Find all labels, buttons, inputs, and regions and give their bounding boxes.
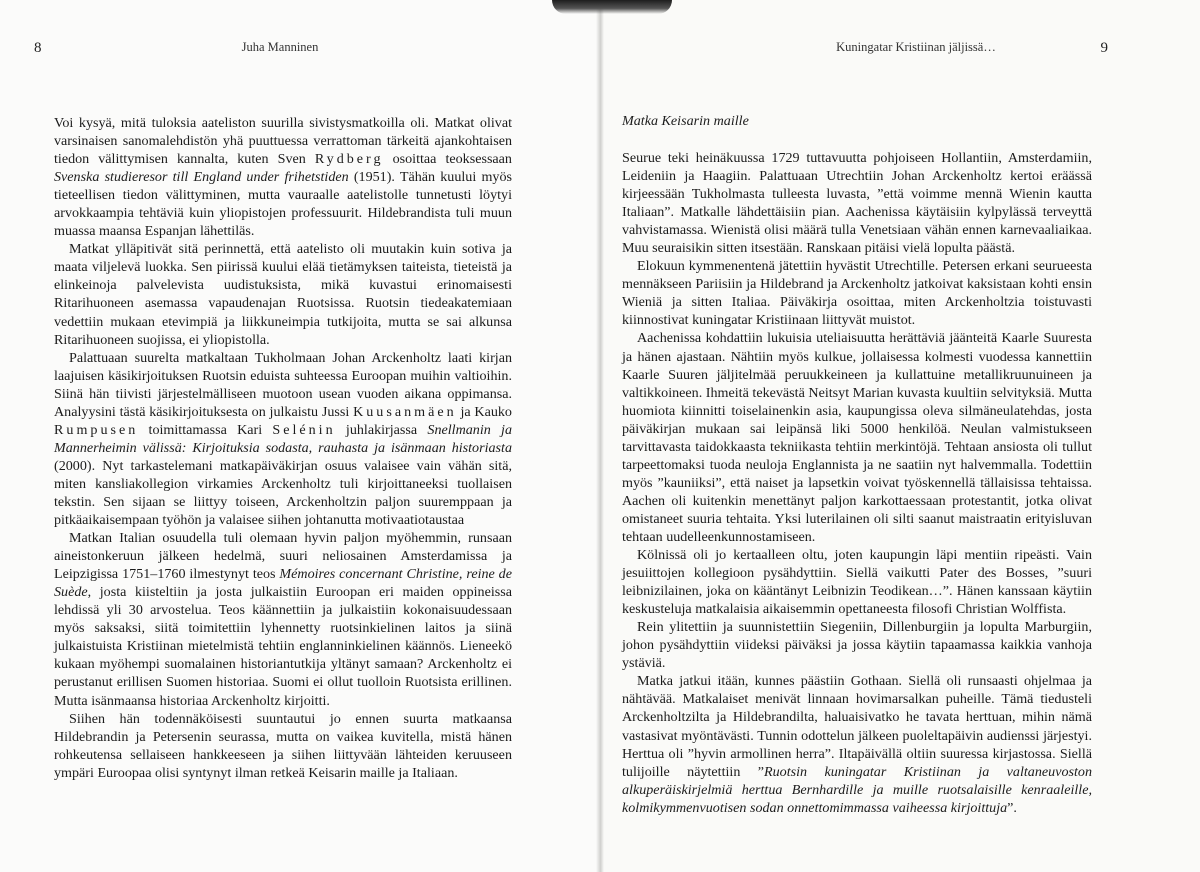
text-run: Siihen hän todennäköisesti suuntautui jo ennen suurta matkaansa Hildebrandin ja Petersenin seurassa, mutta on vaikea kuvitella, mistä hänen rohkeutensa sellaiseen hankkeeseen ja siihen liittyvään lähteiden keruuseen ympäri Euroopaa olisi syntynyt ilman retkeä Keisarin maille ja Italiaan. xyxy=(54,710,512,781)
paragraph xyxy=(622,546,1092,618)
italic-title: Svenska studieresor till England under frihetstiden xyxy=(54,169,349,186)
text-run: , josta kiisteltiin ja josta julkaistiin Euroopan eri maiden oppineissa lehdissä yli 30 arvostelua. Teos käännettiin ja julkaistiin kokonaisuudessaan myös saksaksi, siitä toimitettiin lyhennetty ruotsinkielinen laitos ja siinä julkaistuista Kristiinan mietelmistä tehtiin englanninkielinen käännös. Lieneekö kukaan myöhempi suomalainen historiantutkija yltänyt samaan? Arckenholtz ei perustanut erillisen Suomen historiaa. Suomi ei ollut tuolloin Ruotsista erillinen. Mutta isänmaansa historiaa Arckenholtz kirjoitti. xyxy=(54,584,512,709)
text-run: Rein ylitettiin ja suunnistettiin Siegeniin, Dillenburgiin ja lopulta Marburgiin, johon pysähdyttiin viideksi päiväksi ja jossa käytiin tapaamassa kaikkia vanhoja ystäviä. xyxy=(622,619,1092,672)
paragraph xyxy=(54,710,512,782)
paragraph xyxy=(54,240,512,348)
body-text xyxy=(54,114,512,782)
author-name: Kuusanmäen xyxy=(353,403,457,420)
author-name: Rydberg xyxy=(314,151,384,168)
running-header-title: Kuningatar Kristiinan jäljissä… xyxy=(836,40,996,54)
author-name: Rumpusen xyxy=(54,421,139,438)
left-page xyxy=(0,0,598,872)
text-run: Voi kysyä, mitä tuloksia aateliston suurilla sivistysmatkoilla oli. Matkat olivat varsinaisen sanomalehdistön yhä puuttuessa verrattoman tärkeitä ajankohtaisen tiedon välittymisen kannalta, kuten Sven xyxy=(54,115,512,168)
paragraph xyxy=(54,114,512,240)
author-name: Selénin xyxy=(272,421,336,438)
body-text xyxy=(622,112,1092,817)
text-run: Palattuaan suurelta matkaltaan Tukholmaan Johan Arckenholtz laati kirjan laajuisen käsikirjoituksen Ruotsin eduista suhteessa Euroopan muihin valtioihin. Siinä hän tiivisti järjestelmälliseen muotoon usean vuoden aikana oppimansa. Analyysini tästä käsikirjoituksesta on julkaistu Jussi xyxy=(54,349,512,420)
italic-title: Mémoires concernant Christine, reine de Suède xyxy=(54,566,512,601)
text-run: Elokuun kymmenentenä jätettiin hyvästit Utrechtille. Petersen erkani seurueesta mennäkseen Pariisiin ja Hildebrand ja Arckenholtz jatkoivat kaksistaan kohti ensin Wieniä ja sitten Italiaa. Päiväkirja osoittaa, miten Arckenholtzia toistuvasti kiinnostivat kuningatar Kristiinaan liittyvät muistot. xyxy=(622,258,1092,329)
text-run: (1951). Tähän kuului myös tieteellisen tiedon välittyminen, mutta vauraalle aatelistolle tunnetusti löytyi arvokkaampia tehtäviä kuin yliopistojen professuurit. Hildebrandista tuli muun muassa maansa Espanjan lähettiläs. xyxy=(54,169,512,240)
paragraph xyxy=(54,349,512,529)
scan-shadow xyxy=(552,0,672,14)
text-run: Matkat ylläpitivät sitä perinnettä, että aatelisto oli muutakin kuin sotiva ja maata viljelevä luokka. Sen piirissä kuului elää tietämyksen taiteista, tieteistä ja elinkeinoja palvelevista uudistuksista, mikä kuvastui erinomaisesti Ritarihuoneen asemassa vapaudenajan Ruotsissa. Ruotsin tiedeakatemiaan vedettiin mukaan etevimpiä ja liikkuneimpia tutkijoita, mutta se sai alkunsa Ritarihuoneen suojissa, ei yliopistolla. xyxy=(54,241,512,348)
text-run: ja Kauko xyxy=(456,403,512,420)
right-page xyxy=(602,0,1200,872)
text-run: ”. xyxy=(1007,799,1017,816)
paragraph xyxy=(622,618,1092,672)
paragraph xyxy=(622,672,1092,816)
paragraph xyxy=(622,257,1092,329)
running-header-author: Juha Manninen xyxy=(241,40,319,54)
text-run: juhlakirjassa xyxy=(335,421,428,438)
page-number: 8 xyxy=(34,40,42,56)
italic-title: Snellmanin ja Mannerheimin välissä: Kirjoituksia sodasta, rauhasta ja isänmaan historiasta xyxy=(54,421,513,456)
paragraph xyxy=(54,529,512,709)
italic-title: Ruotsin kuningatar Kristiinan ja valtaneuvoston alkuperäiskirjelmiä herttua Bernhardille ja muille ruotsalaisille kenraaleille, kolmikymmenvuotisen sodan onnettomimmassa vaiheessa kirjoittuja xyxy=(622,763,1092,816)
page-gutter xyxy=(596,0,604,872)
page-number: 9 xyxy=(1100,40,1108,56)
text-run: Matka jatkui itään, kunnes päästiin Gothaan. Siellä oli runsaasti ohjelmaa ja nähtävää. Matkalaiset menivät linnaan hovimarsalkan puheille. Tämä tiedusteli Arckenholtzilta ja Hildebrandilta, haluaisivatko he tavata herttuan, mihin nämä vastasivat myöntävästi. Tunnin odottelun jälkeen puoleltapäivin audienssi järjestyi. Herttua oli ”hyvin armollinen herra”. Iltapäivällä oltiin suuressa kirjastossa. Siellä tulijoille näytettiin ” xyxy=(622,673,1092,780)
paragraph xyxy=(622,149,1092,257)
text-run: Seurue teki heinäkuussa 1729 tuttavuutta pohjoiseen Hollantiin, Amsterdamiin, Leideniin ja Haagiin. Palattuaan Utrechtiin Johan Arckenholtz kertoi eräässä kirjeessään Tukholmasta tulleesta luvasta, ”että voimme mennä Wienin kautta Italiaan”. Matkalle lähdettäisiin pian. Aachenissa käytäisiin kylpylässä terveyttä vahvistamassa. Wienistä olisi määrä tulla Venetsiaan vähän ennen karnevaaliaikaa. Muu seuraisikin sitten itsestään. Ranskaan pitäisi vielä lopulta päästä. xyxy=(622,150,1092,257)
text-run: (2000). Nyt tarkastelemani matkapäiväkirjan osuus valaisee vain vähän sitä, miten kansliakollegion virkamies Arckenholtz tuli kirjoittaneeksi tuollaisen tekstin. Sen sijaan se liittyy toiseen, Arckenholtzin paljon suuremppaan ja pitkäaikaisempaan työhön ja valaisee siihen johtanutta motivaatiotaustaa xyxy=(54,457,512,529)
text-run: toimittamassa Kari xyxy=(138,421,273,438)
paragraph xyxy=(622,329,1092,546)
section-heading: Matka Keisarin maille xyxy=(622,113,749,129)
text-run: Kölnissä oli jo kertaalleen oltu, joten kaupungin läpi mentiin ripeästi. Vain jesuiittojen kollegioon pysähdyttiin. Siellä vaikutti Pater des Bosses, ”suuri leibnizilainen, joka on kääntänyt Leibnizin Teodikean…”. Hänen kanssaan käytiin keskusteluja matkalaisia aikaisemmin opettaneesta filosofi Christian Wolffista. xyxy=(622,547,1092,618)
text-run: osoittaa teoksessaan xyxy=(383,151,512,168)
text-run: Aachenissa kohdattiin lukuisia uteliaisuutta herättäviä jäänteitä Kaarle Suuresta ja hänen ajastaan. Nähtiin myös kulkue, jollaisessa kolmesti vuodessa kannettiin Kaarle Suuren jäljitelmää peruukkeineen ja kullattuine metallikruunuineen ja valtikkoineen. Ihmeitä tekevästä Neitsyt Marian kuvasta kuultiin selvityksiä. Mutta huomiota kiinnitti toiselainenkin asia, kaupungissa oleva silmäneulatehdas, josta päiväkirjan mukaan sai leipänsä liki 5000 henkilöä. Neulan valmistukseen tarvittavasta taidokkaasta tekniikasta tehtiin merkintöjä. Tehtaan ansiosta oli tullut tarpeettomaksi tuoda neuloja Englannista ja ne saatiin nyt halvemmalla. Todettiin myös ”kauniiksi”, että naiset ja lapsetkin voivat työskennellä tällaisissa tehtaissa. Aachen oli kuitenkin menettänyt paljon karkottaessaan protestantit, jotka olivat omistaneet suuria tehtaita. Yksi luterilainen oli silti saanut maistraatin erityisluvan tehtaan uudelleenkunnostamiseen. xyxy=(622,330,1092,545)
text-run: Matkan Italian osuudella tuli olemaan hyvin paljon myöhemmin, runsaan aineistonkeruun jälkeen hedelmä, suuri neliosainen Amsterdamissa ja Leipzigissa 1751–1760 ilmestynyt teos xyxy=(54,530,512,583)
